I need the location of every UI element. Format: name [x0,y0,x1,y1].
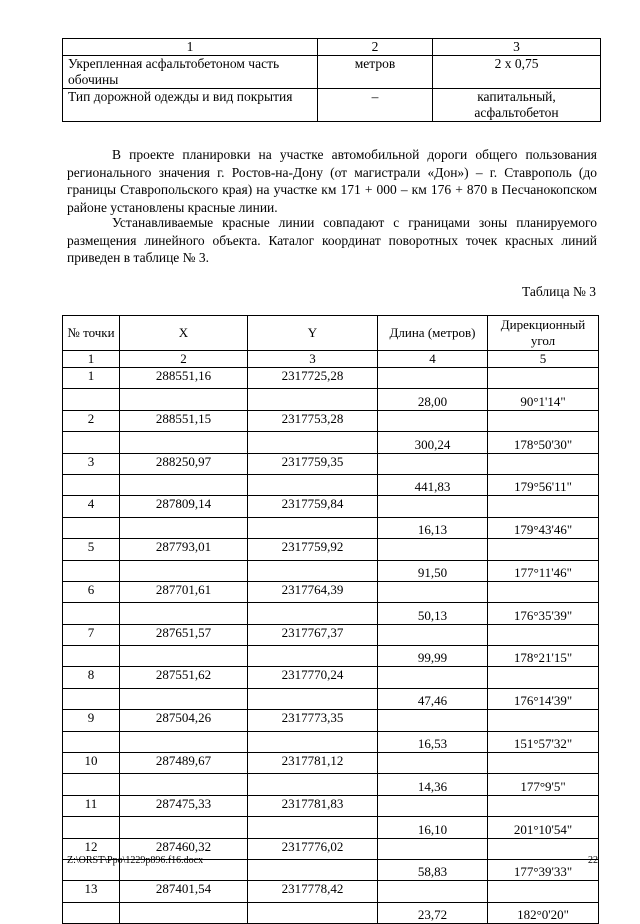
point-number: 6 [63,581,120,602]
column-number: 1 [63,351,120,368]
empty-cell [120,560,248,581]
empty-cell [120,817,248,838]
table-header-row [63,39,601,56]
segment-length: 300,24 [378,432,488,453]
empty-cell [378,667,488,688]
segment-length: 58,83 [378,859,488,880]
parameter-value: капитальный, асфальтобетон [433,89,601,122]
empty-cell [248,474,378,495]
empty-cell [120,603,248,624]
point-y: 2317781,83 [248,795,378,816]
segment-angle: 182°0'20" [488,902,599,923]
header-point-number: № точки [63,316,120,351]
column-number: 5 [488,351,599,368]
empty-cell [488,624,599,645]
coordinates-table [62,315,599,924]
empty-cell [120,517,248,538]
point-y: 2317767,37 [248,624,378,645]
empty-cell [248,432,378,453]
segment-angle: 178°50'30" [488,432,599,453]
empty-cell [120,389,248,410]
point-x: 287701,61 [120,581,248,602]
paragraph-coordinates-catalog: Устанавливаемые красные линии совпадают с границами зоны планируемого размещения линейного объекта. Каталог координат поворотных точек красных линий приведен в таблице № 3. [67,215,597,265]
point-row [63,539,599,560]
point-y: 2317725,28 [248,368,378,389]
empty-cell [488,667,599,688]
point-y: 2317759,92 [248,539,378,560]
point-number: 12 [63,838,120,859]
segment-row [63,774,599,795]
empty-cell [248,774,378,795]
segment-length: 50,13 [378,603,488,624]
point-x: 287489,67 [120,753,248,774]
point-number: 7 [63,624,120,645]
empty-cell [488,710,599,731]
empty-cell [488,838,599,859]
point-y: 2317759,84 [248,496,378,517]
coordinates-header-row [63,316,599,351]
segment-length: 47,46 [378,688,488,709]
empty-cell [248,902,378,923]
segment-length: 441,83 [378,474,488,495]
empty-cell [63,646,120,667]
empty-cell [378,753,488,774]
segment-row [63,560,599,581]
table-row [63,89,601,122]
parameter-name: Тип дорожной одежды и вид покрытия [63,89,318,122]
segment-row [63,688,599,709]
point-number: 9 [63,710,120,731]
empty-cell [120,688,248,709]
segment-row [63,646,599,667]
header-x: X [120,316,248,351]
empty-cell [63,560,120,581]
parameter-unit: – [318,89,433,122]
empty-cell [378,795,488,816]
empty-cell [248,688,378,709]
point-row [63,581,599,602]
segment-length: 16,13 [378,517,488,538]
point-x: 288551,16 [120,368,248,389]
empty-cell [488,881,599,902]
point-number: 13 [63,881,120,902]
empty-cell [248,389,378,410]
empty-cell [488,410,599,431]
point-y: 2317776,02 [248,838,378,859]
point-number: 1 [63,368,120,389]
point-x: 287504,26 [120,710,248,731]
point-x: 287651,57 [120,624,248,645]
empty-cell [120,731,248,752]
segment-length: 28,00 [378,389,488,410]
segment-length: 16,10 [378,817,488,838]
point-number: 5 [63,539,120,560]
empty-cell [488,453,599,474]
segment-angle: 177°9'5" [488,774,599,795]
empty-cell [63,774,120,795]
empty-cell [63,432,120,453]
header-cell: 2 [318,39,433,56]
empty-cell [248,731,378,752]
empty-cell [120,474,248,495]
empty-cell [248,817,378,838]
empty-cell [378,624,488,645]
point-row [63,496,599,517]
segment-length: 16,53 [378,731,488,752]
parameter-value: 2 х 0,75 [433,56,601,89]
empty-cell [248,646,378,667]
segment-row [63,389,599,410]
empty-cell [120,646,248,667]
table-caption: Таблица № 3 [522,284,596,299]
point-number: 8 [63,667,120,688]
segment-angle: 176°35'39" [488,603,599,624]
empty-cell [63,688,120,709]
coordinates-body [63,368,599,924]
segment-length: 23,72 [378,902,488,923]
segment-angle: 90°1'14" [488,389,599,410]
segment-row [63,603,599,624]
empty-cell [488,496,599,517]
empty-cell [120,774,248,795]
point-number: 3 [63,453,120,474]
empty-cell [63,817,120,838]
segment-length: 14,36 [378,774,488,795]
empty-cell [63,389,120,410]
point-x: 287401,54 [120,881,248,902]
empty-cell [378,539,488,560]
empty-cell [63,474,120,495]
empty-cell [378,496,488,517]
point-y: 2317764,39 [248,581,378,602]
segment-angle: 177°11'46" [488,560,599,581]
segment-angle: 178°21'15" [488,646,599,667]
point-row [63,710,599,731]
point-row [63,795,599,816]
point-number: 10 [63,753,120,774]
segment-row [63,902,599,923]
empty-cell [378,453,488,474]
point-row [63,410,599,431]
segment-angle: 179°56'11" [488,474,599,495]
empty-cell [248,517,378,538]
segment-angle: 179°43'46" [488,517,599,538]
empty-cell [248,603,378,624]
point-row [63,753,599,774]
parameter-unit: метров [318,56,433,89]
empty-cell [488,368,599,389]
column-number: 3 [248,351,378,368]
point-row [63,667,599,688]
footer-file-path: Z:\ORST\Ppo\1229p896.f16.docx [67,855,204,866]
point-y: 2317753,28 [248,410,378,431]
empty-cell [378,838,488,859]
empty-cell [63,603,120,624]
point-x: 287475,33 [120,795,248,816]
segment-angle: 177°39'33" [488,859,599,880]
segment-row [63,817,599,838]
point-x: 288551,15 [120,410,248,431]
table-row [63,56,601,89]
point-row [63,368,599,389]
empty-cell [488,753,599,774]
empty-cell [378,710,488,731]
header-length: Длина (метров) [378,316,488,351]
point-row [63,624,599,645]
empty-cell [120,902,248,923]
empty-cell [248,859,378,880]
segment-angle: 201°10'54" [488,817,599,838]
point-y: 2317773,35 [248,710,378,731]
point-y: 2317770,24 [248,667,378,688]
column-number: 2 [120,351,248,368]
point-x: 288250,97 [120,453,248,474]
segment-angle: 151°57'32" [488,731,599,752]
segment-row [63,731,599,752]
empty-cell [248,560,378,581]
column-number: 4 [378,351,488,368]
empty-cell [63,902,120,923]
empty-cell [488,795,599,816]
empty-cell [378,410,488,431]
header-angle: Дирекционный угол [488,316,599,351]
point-y: 2317781,12 [248,753,378,774]
segment-row [63,517,599,538]
point-row [63,881,599,902]
point-y: 2317778,42 [248,881,378,902]
point-x: 287551,62 [120,667,248,688]
point-x: 287809,14 [120,496,248,517]
empty-cell [120,432,248,453]
point-number: 4 [63,496,120,517]
header-cell: 1 [63,39,318,56]
segment-length: 91,50 [378,560,488,581]
point-x: 287460,32 [120,838,248,859]
empty-cell [488,539,599,560]
empty-cell [378,881,488,902]
paragraph-red-lines: В проекте планировки на участке автомобильной дороги общего пользования регионального значения г. Ростов-на-Дону (от магистрали «Дон») – г. Ставрополь (до границы Ставропольского края) на участке км 171 + 000 – км 176 + 870 в Песчанокопском районе установлены красные линии. [67,147,597,215]
empty-cell [63,517,120,538]
empty-cell [378,581,488,602]
column-numbers-row [63,351,599,368]
segment-length: 99,99 [378,646,488,667]
segment-row [63,432,599,453]
point-x: 287793,01 [120,539,248,560]
footer-page-number: 22 [588,855,598,866]
point-number: 11 [63,795,120,816]
empty-cell [63,731,120,752]
segment-angle: 176°14'39" [488,688,599,709]
parameter-name: Укрепленная асфальтобетоном часть обочины [63,56,318,89]
header-cell: 3 [433,39,601,56]
empty-cell [378,368,488,389]
point-row [63,453,599,474]
road-parameters-table [62,38,601,122]
point-y: 2317759,35 [248,453,378,474]
point-number: 2 [63,410,120,431]
header-y: Y [248,316,378,351]
segment-row [63,474,599,495]
empty-cell [488,581,599,602]
